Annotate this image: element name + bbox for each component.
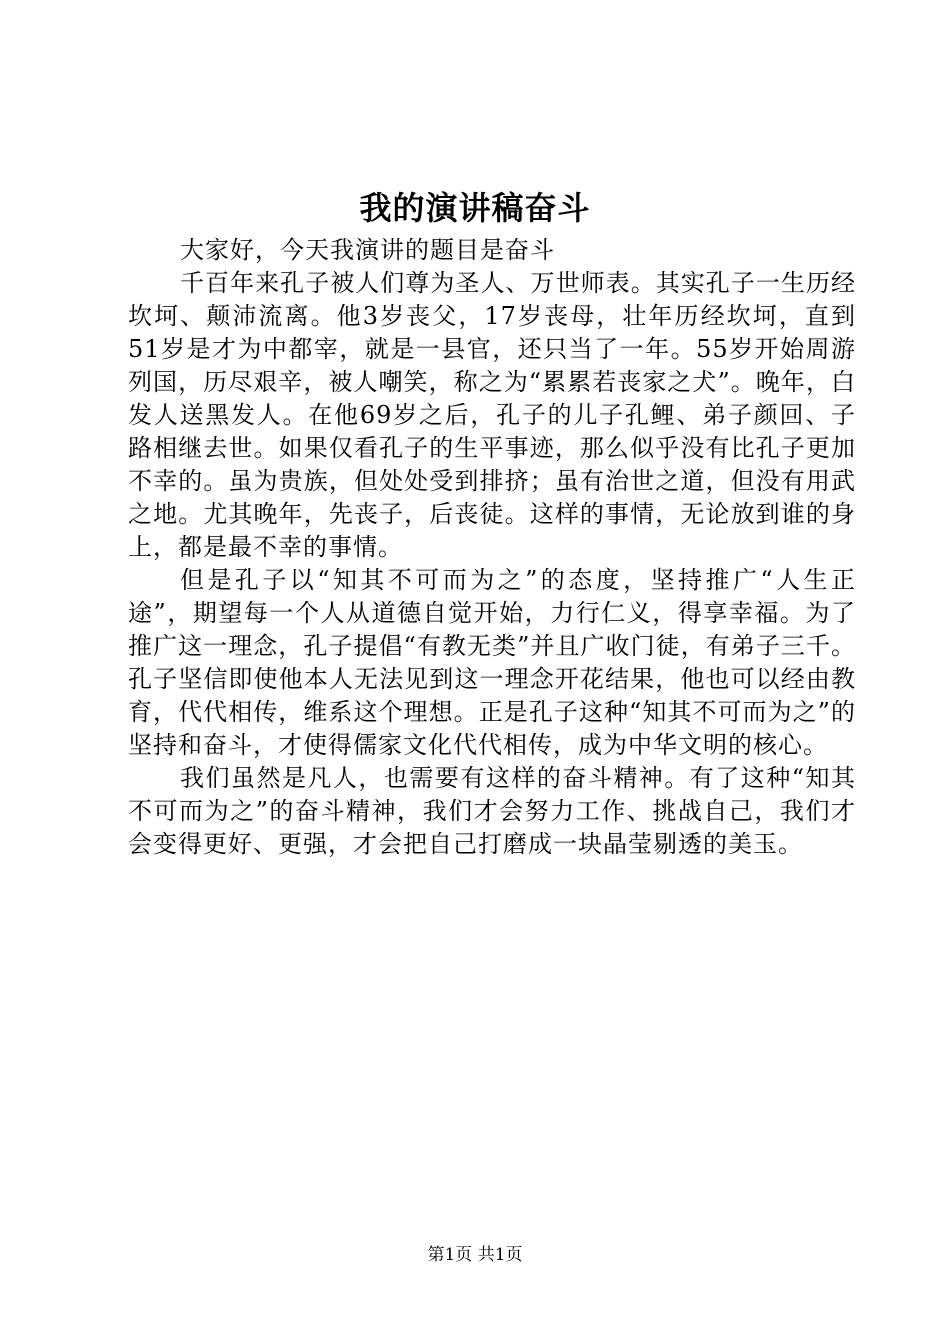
document-title: 我的演讲稿奋斗 [359,189,591,227]
page-footer: 第1页 共1页 [427,1245,523,1265]
document-body [128,234,856,861]
paragraph-greeting: 大家好，今天我演讲的题目是奋斗 [180,236,555,264]
paragraph-confucius-life: 千百年来孔子被人们尊为圣人、万世师表。其实孔子一生历经坎坷、颠沛流离。他3岁丧父，17岁丧母，壮年历经坎坷，直到51岁是才为中都宰，就是一县官，还只当了一年。55岁开始周游列国，历尽艰辛，被人嘲笑，称之为“累累若丧家之犬”。晚年，白发人送黑发人。在他69岁之后，孔子的儿子孔鲤、弟子颜回、子路相继去世。如果仅看孔子的生平事迹，那么似乎没有比孔子更加不幸的。虽为贵族，但处处受到排挤；虽有治世之道，但没有用武之地。尤其晚年，先丧子，后丧徒。这样的事情，无论放到谁的身上，都是最不幸的事情。 [128,269,856,561]
paragraph-conclusion: 我们虽然是凡人，也需要有这样的奋斗精神。有了这种“知其不可而为之”的奋斗精神，我们才会努力工作、挑战自己，我们才会变得更好、更强，才会把自己打磨成一块晶莹剔透的美玉。 [128,764,856,858]
paragraph-confucius-perseverance: 但是孔子以“知其不可而为之”的态度，坚持推广“人生正途”，期望每一个人从道德自觉开始，力行仁义，得享幸福。为了推广这一理念，孔子提倡“有教无类”并且广收门徒，有弟子三千。孔子坚信即使他本人无法见到这一理念开花结果，他也可以经由教育，代代相传，维系这个理想。正是孔子这种“知其不可而为之”的坚持和奋斗，才使得儒家文化代代相传，成为中华文明的核心。 [128,566,856,759]
